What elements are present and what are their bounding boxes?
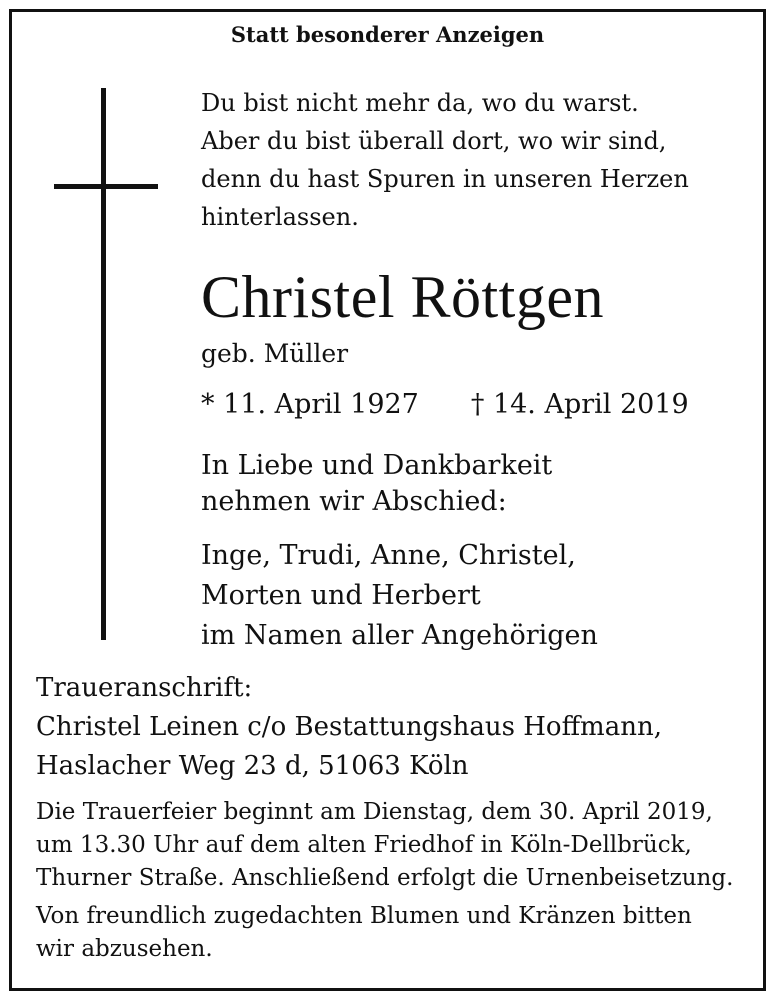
farewell-line: nehmen wir Abschied: [201, 486, 507, 517]
notice-header: Statt besonderer Anzeigen [230, 22, 545, 47]
flowers-line: wir abzusehen. [36, 936, 213, 962]
service-line: um 13.30 Uhr auf dem alten Friedhof in Köln-Dellbrück, [36, 832, 692, 858]
flowers-request [36, 900, 692, 966]
quote-line: Aber du bist überall dort, wo wir sind, [201, 127, 667, 155]
life-dates [201, 386, 689, 424]
mourners-line: im Namen aller Angehörigen [201, 620, 598, 651]
address-line: Traueranschrift: [36, 673, 253, 703]
address-line: Haslacher Weg 23 d, 51063 Köln [36, 751, 469, 781]
memorial-quote [201, 84, 689, 236]
mourners-line: Inge, Trudi, Anne, Christel, [201, 540, 576, 571]
mourners-list [201, 536, 598, 656]
mourners-line: Morten und Herbert [201, 580, 481, 611]
address-line: Christel Leinen c/o Bestattungshaus Hoffmann, [36, 712, 662, 742]
farewell-text [201, 448, 552, 520]
cross-icon-bar [54, 184, 158, 189]
funeral-service-info [36, 796, 733, 895]
service-line: Thurner Straße. Anschließend erfolgt die Urnenbeisetzung. [36, 865, 734, 891]
cross-icon [101, 88, 106, 640]
deceased-name: Christel Röttgen [201, 264, 604, 330]
maiden-name: geb. Müller [201, 339, 349, 368]
death-date: † 14. April 2019 [470, 389, 689, 420]
farewell-line: In Liebe und Dankbarkeit [201, 450, 553, 481]
quote-line: hinterlassen. [201, 203, 359, 231]
birth-date: * 11. April 1927 [201, 389, 419, 420]
mourning-address [36, 669, 662, 786]
quote-line: denn du hast Spuren in unseren Herzen [201, 165, 689, 193]
flowers-line: Von freundlich zugedachten Blumen und Kränzen bitten [36, 903, 692, 929]
service-line: Die Trauerfeier beginnt am Dienstag, dem 30. April 2019, [36, 799, 713, 825]
quote-line: Du bist nicht mehr da, wo du warst. [201, 89, 639, 117]
